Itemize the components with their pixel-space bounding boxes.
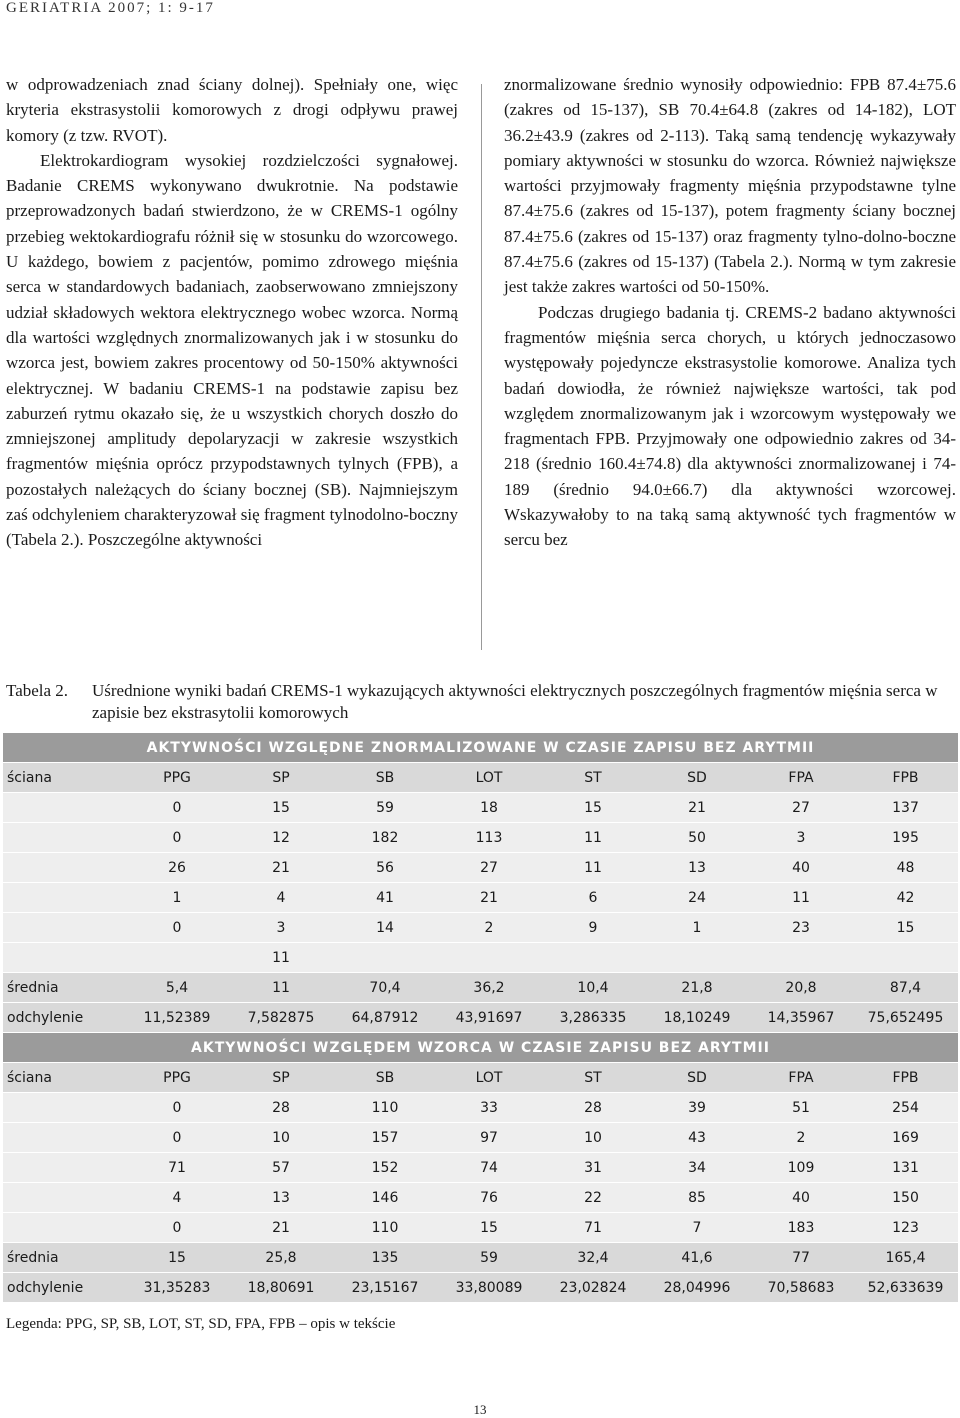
table-cell: 0 — [125, 793, 229, 823]
table-cell — [645, 943, 749, 973]
table-cell: 4 — [229, 883, 333, 913]
table-cell: SB — [333, 763, 437, 793]
table-cell: 5,4 — [125, 973, 229, 1003]
table-cell: 22 — [541, 1183, 645, 1213]
table-cell: 24 — [645, 883, 749, 913]
table-stat-row — [3, 1003, 958, 1033]
table-cell: 11 — [749, 883, 853, 913]
table-cell: 15 — [437, 1213, 541, 1243]
table-cell: 51 — [749, 1093, 853, 1123]
table-row — [3, 1183, 958, 1213]
table-cell: 165,4 — [853, 1243, 958, 1273]
table-cell: 169 — [853, 1123, 958, 1153]
table-row — [3, 1123, 958, 1153]
table-cell: SD — [645, 1063, 749, 1093]
table-cell: PPG — [125, 1063, 229, 1093]
table-cell: 70,4 — [333, 973, 437, 1003]
table-row — [3, 1213, 958, 1243]
row-label-cell: średnia — [3, 973, 125, 1003]
page-number: 13 — [473, 1402, 487, 1417]
paragraph: Elektrokardiogram wysokiej rozdzielczości sygnałowej. Badanie CREMS wykonywano dwukrotnie. Na podstawie przeprowadzonych badań stwierdzono, że w CREMS-1 ogólny przebieg wektokardiografu różnił się w stosunku do wzorcowego. U każdego, bowiem z pacjentów, pomimo zdrowego mięśnia serca w standardowych badaniach, zaobserwowano zmniejszony udział składowych wektora elektrycznego wobec wzorca. Normą dla wartości względnych znormalizowanych jak i w stosunku do wzorca jest, bowiem zakres procentowy od 50-150% aktywności elektrycznej. W badaniu CREMS-1 na podstawie zapisu bez zaburzeń rytmu okazało się, że u wszystkich chorych doszło do zmniejszonej amplitudy depolaryzacji w zakresie wszystkich fragmentów mięśnia oprócz przypodstawnych tylnych (FPB), a pozostałych należących do ściany bocznej (SB). Najmniejszym zaś odchyleniem charakteryzował się fragment tylnodolno-boczny (Tabela 2.). Poszczególne aktywności — [6, 150, 458, 550]
table-cell: 56 — [333, 853, 437, 883]
table-cell: 27 — [749, 793, 853, 823]
paragraph: w odprowadzeniach znad ściany dolnej). Spełniały one, więc kryteria ekstrasystolii komorowych z drogi odpływu prawej komory (z tzw. RVOT). — [6, 75, 458, 145]
table-stat-row — [3, 1243, 958, 1273]
row-label-cell: średnia — [3, 1243, 125, 1273]
table-cell: LOT — [437, 763, 541, 793]
table-cell: 183 — [749, 1213, 853, 1243]
row-label-cell: odchylenie — [3, 1273, 125, 1303]
row-label-cell — [3, 1153, 125, 1183]
table-cell: 146 — [333, 1183, 437, 1213]
table-section-title: AKTYWNOŚCI WZGLĘDNE ZNORMALIZOWANE W CZASIE ZAPISU BEZ ARYTMII — [3, 733, 958, 763]
table-cell: 33,80089 — [437, 1273, 541, 1303]
table-cell: 21,8 — [645, 973, 749, 1003]
table-cell: 64,87912 — [333, 1003, 437, 1033]
table-cell: 23,02824 — [541, 1273, 645, 1303]
row-label-cell — [3, 793, 125, 823]
table-caption-text: Uśrednione wyniki badań CREMS-1 wykazujących aktywności elektrycznych poszczególnych fragmentów mięśnia serca w zapisie bez ekstrasytolii komorowych — [92, 681, 938, 722]
table-cell: 20,8 — [749, 973, 853, 1003]
row-label-cell — [3, 853, 125, 883]
right-text-column — [504, 72, 956, 553]
row-label-cell — [3, 1183, 125, 1213]
table-section-title: AKTYWNOŚCI WZGLĘDEM WZORCA W CZASIE ZAPISU BEZ ARYTMII — [3, 1033, 958, 1063]
table-cell: SB — [333, 1063, 437, 1093]
table-cell — [333, 943, 437, 973]
table-cell: 15 — [229, 793, 333, 823]
table-cell: 195 — [853, 823, 958, 853]
table-cell: 14 — [333, 913, 437, 943]
table-cell: 21 — [229, 853, 333, 883]
table-cell: 33 — [437, 1093, 541, 1123]
table-cell: 21 — [229, 1213, 333, 1243]
table-row — [3, 793, 958, 823]
table-cell: 26 — [125, 853, 229, 883]
table-cell: 0 — [125, 1213, 229, 1243]
table-cell: 6 — [541, 883, 645, 913]
table-cell: 32,4 — [541, 1243, 645, 1273]
table-cell: 41 — [333, 883, 437, 913]
table-cell: ST — [541, 763, 645, 793]
table-caption-label: Tabela 2. — [6, 681, 69, 700]
table-cell: 13 — [229, 1183, 333, 1213]
table-cell: 113 — [437, 823, 541, 853]
table-cell: 150 — [853, 1183, 958, 1213]
table-cell: 77 — [749, 1243, 853, 1273]
table-cell: 137 — [853, 793, 958, 823]
table-cell: 48 — [853, 853, 958, 883]
paragraph: Podczas drugiego badania tj. CREMS-2 badano aktywności fragmentów mięśnia serca chorych, u których jednoczasowo występowały pojedyncze ekstrasystolie komorowe. Analiza tych badań dowiodła, że również największe wartości, tak pod względem znormalizowanym jak i wzorcowym występowały we fragmentach FPB. Przyjmowały one odpowiednio zakres od 34-218 (średnio 160.4±74.8) dla aktywności znormalizowanej i 74-189 (średnio 94.0±66.7) dla aktywności wzorcowej. Wskazywałoby to na taką samą aktywność tych fragmentów w sercu bez — [504, 302, 956, 550]
table-cell: 0 — [125, 823, 229, 853]
row-label-cell — [3, 1093, 125, 1123]
table-cell: FPB — [853, 1063, 958, 1093]
table-cell: 110 — [333, 1093, 437, 1123]
table-cell: 76 — [437, 1183, 541, 1213]
journal-header: GERIATRIA 2007; 1: 9-17 — [6, 0, 215, 16]
table-cell: 23 — [749, 913, 853, 943]
table-cell: 13 — [645, 853, 749, 883]
table-cell: 135 — [333, 1243, 437, 1273]
row-label-cell: ściana — [3, 1063, 125, 1093]
table-header-row — [3, 763, 958, 793]
table-cell: LOT — [437, 1063, 541, 1093]
table-cell: 31,35283 — [125, 1273, 229, 1303]
table-cell: 21 — [437, 883, 541, 913]
table-cell: 3 — [229, 913, 333, 943]
table-cell: 10 — [541, 1123, 645, 1153]
table-cell: 25,8 — [229, 1243, 333, 1273]
row-label-cell — [3, 1213, 125, 1243]
table-cell: 70,58683 — [749, 1273, 853, 1303]
row-label-cell — [3, 883, 125, 913]
table-stat-row — [3, 1273, 958, 1303]
table-cell: SP — [229, 1063, 333, 1093]
table-cell: 18,80691 — [229, 1273, 333, 1303]
row-label-cell — [3, 1123, 125, 1153]
table-cell: 131 — [853, 1153, 958, 1183]
table-cell: SD — [645, 763, 749, 793]
table-section-title-row — [3, 733, 958, 763]
table-cell — [853, 943, 958, 973]
table-cell: 11 — [541, 853, 645, 883]
table-row — [3, 853, 958, 883]
paragraph: znormalizowane średnio wynosiły odpowiednio: FPB 87.4±75.6 (zakres od 15-137), SB 70.4±64.8 (zakres od 14-182), LOT 36.2±43.9 (zakres od 2-113). Taką samą tendencję wykazywały pomiary aktywności w stosunku do wzorca. Również największe wartości przyjmowały fragmenty mięśnia przypodstawne tylne 87.4±75.6 (zakres od 15-137), potem fragmenty ściany bocznej 87.4±75.6 (zakres od 15-137) oraz fragmenty tylno-dolno-boczne 87.4±75.6 (zakres od 15-137) (Tabela 2.). Normą w tym zakresie jest także zakres wartości od 50-150%. — [504, 75, 956, 297]
column-divider — [481, 84, 482, 650]
table-cell: 59 — [333, 793, 437, 823]
table-cell — [437, 943, 541, 973]
table-cell: 1 — [125, 883, 229, 913]
table-cell: 74 — [437, 1153, 541, 1183]
table-cell: 40 — [749, 853, 853, 883]
table-cell: 57 — [229, 1153, 333, 1183]
table-cell: 85 — [645, 1183, 749, 1213]
table-cell: 3,286335 — [541, 1003, 645, 1033]
table-cell: 43,91697 — [437, 1003, 541, 1033]
table-cell: 2 — [437, 913, 541, 943]
table-cell: 71 — [541, 1213, 645, 1243]
table-cell: 41,6 — [645, 1243, 749, 1273]
table-cell: 28,04996 — [645, 1273, 749, 1303]
table-stat-row — [3, 973, 958, 1003]
left-text-column — [6, 72, 458, 553]
table-cell: FPB — [853, 763, 958, 793]
table-row — [3, 883, 958, 913]
row-label-cell: ściana — [3, 763, 125, 793]
table-legend: Legenda: PPG, SP, SB, LOT, ST, SD, FPA, FPB – opis w tekście — [6, 1316, 396, 1332]
table-cell: 0 — [125, 1093, 229, 1123]
table-cell: 75,652495 — [853, 1003, 958, 1033]
table-cell: 71 — [125, 1153, 229, 1183]
row-label-cell — [3, 913, 125, 943]
row-label-cell — [3, 823, 125, 853]
table-cell: 0 — [125, 913, 229, 943]
row-label-cell — [3, 943, 125, 973]
table-cell: 0 — [125, 1123, 229, 1153]
table-cell: 87,4 — [853, 973, 958, 1003]
table-cell: SP — [229, 763, 333, 793]
table-cell: 18 — [437, 793, 541, 823]
table-cell: 43 — [645, 1123, 749, 1153]
table-cell: 109 — [749, 1153, 853, 1183]
table-cell: 11 — [229, 973, 333, 1003]
table-cell: 10,4 — [541, 973, 645, 1003]
table-cell: FPA — [749, 1063, 853, 1093]
table-cell — [541, 943, 645, 973]
table-cell: 254 — [853, 1093, 958, 1123]
table-cell: 7,582875 — [229, 1003, 333, 1033]
table-cell: 3 — [749, 823, 853, 853]
table-cell: 11 — [229, 943, 333, 973]
table-cell: 28 — [229, 1093, 333, 1123]
table-cell: 39 — [645, 1093, 749, 1123]
table-row — [3, 1093, 958, 1123]
table-cell: 15 — [125, 1243, 229, 1273]
table-cell: 97 — [437, 1123, 541, 1153]
table-row — [3, 913, 958, 943]
table-cell: 12 — [229, 823, 333, 853]
table-cell: 11,52389 — [125, 1003, 229, 1033]
table-cell: 9 — [541, 913, 645, 943]
table-cell: 11 — [541, 823, 645, 853]
table-row — [3, 943, 958, 973]
table-cell: 182 — [333, 823, 437, 853]
table-cell: FPA — [749, 763, 853, 793]
table-cell: 52,633639 — [853, 1273, 958, 1303]
table-section-title-row — [3, 1033, 958, 1063]
table-row — [3, 1153, 958, 1183]
table-cell: 123 — [853, 1213, 958, 1243]
table-cell: 18,10249 — [645, 1003, 749, 1033]
table-cell: 157 — [333, 1123, 437, 1153]
table-cell: 28 — [541, 1093, 645, 1123]
table-cell: 7 — [645, 1213, 749, 1243]
table-cell: 59 — [437, 1243, 541, 1273]
table-cell: 21 — [645, 793, 749, 823]
table-cell: 23,15167 — [333, 1273, 437, 1303]
table-cell: 1 — [645, 913, 749, 943]
table-cell — [749, 943, 853, 973]
table-cell: PPG — [125, 763, 229, 793]
table-cell: 15 — [541, 793, 645, 823]
table-cell: 152 — [333, 1153, 437, 1183]
table-cell: 42 — [853, 883, 958, 913]
table-cell: 14,35967 — [749, 1003, 853, 1033]
table-cell: 27 — [437, 853, 541, 883]
results-table — [3, 733, 958, 1303]
table-row — [3, 823, 958, 853]
table-cell: 36,2 — [437, 973, 541, 1003]
table-cell: ST — [541, 1063, 645, 1093]
table-cell: 34 — [645, 1153, 749, 1183]
table-header-row — [3, 1063, 958, 1093]
table-cell: 40 — [749, 1183, 853, 1213]
row-label-cell: odchylenie — [3, 1003, 125, 1033]
table-cell: 15 — [853, 913, 958, 943]
table-cell — [125, 943, 229, 973]
table-cell: 2 — [749, 1123, 853, 1153]
table-cell: 31 — [541, 1153, 645, 1183]
table-cell: 110 — [333, 1213, 437, 1243]
table-cell: 10 — [229, 1123, 333, 1153]
table-cell: 50 — [645, 823, 749, 853]
table-cell: 4 — [125, 1183, 229, 1213]
